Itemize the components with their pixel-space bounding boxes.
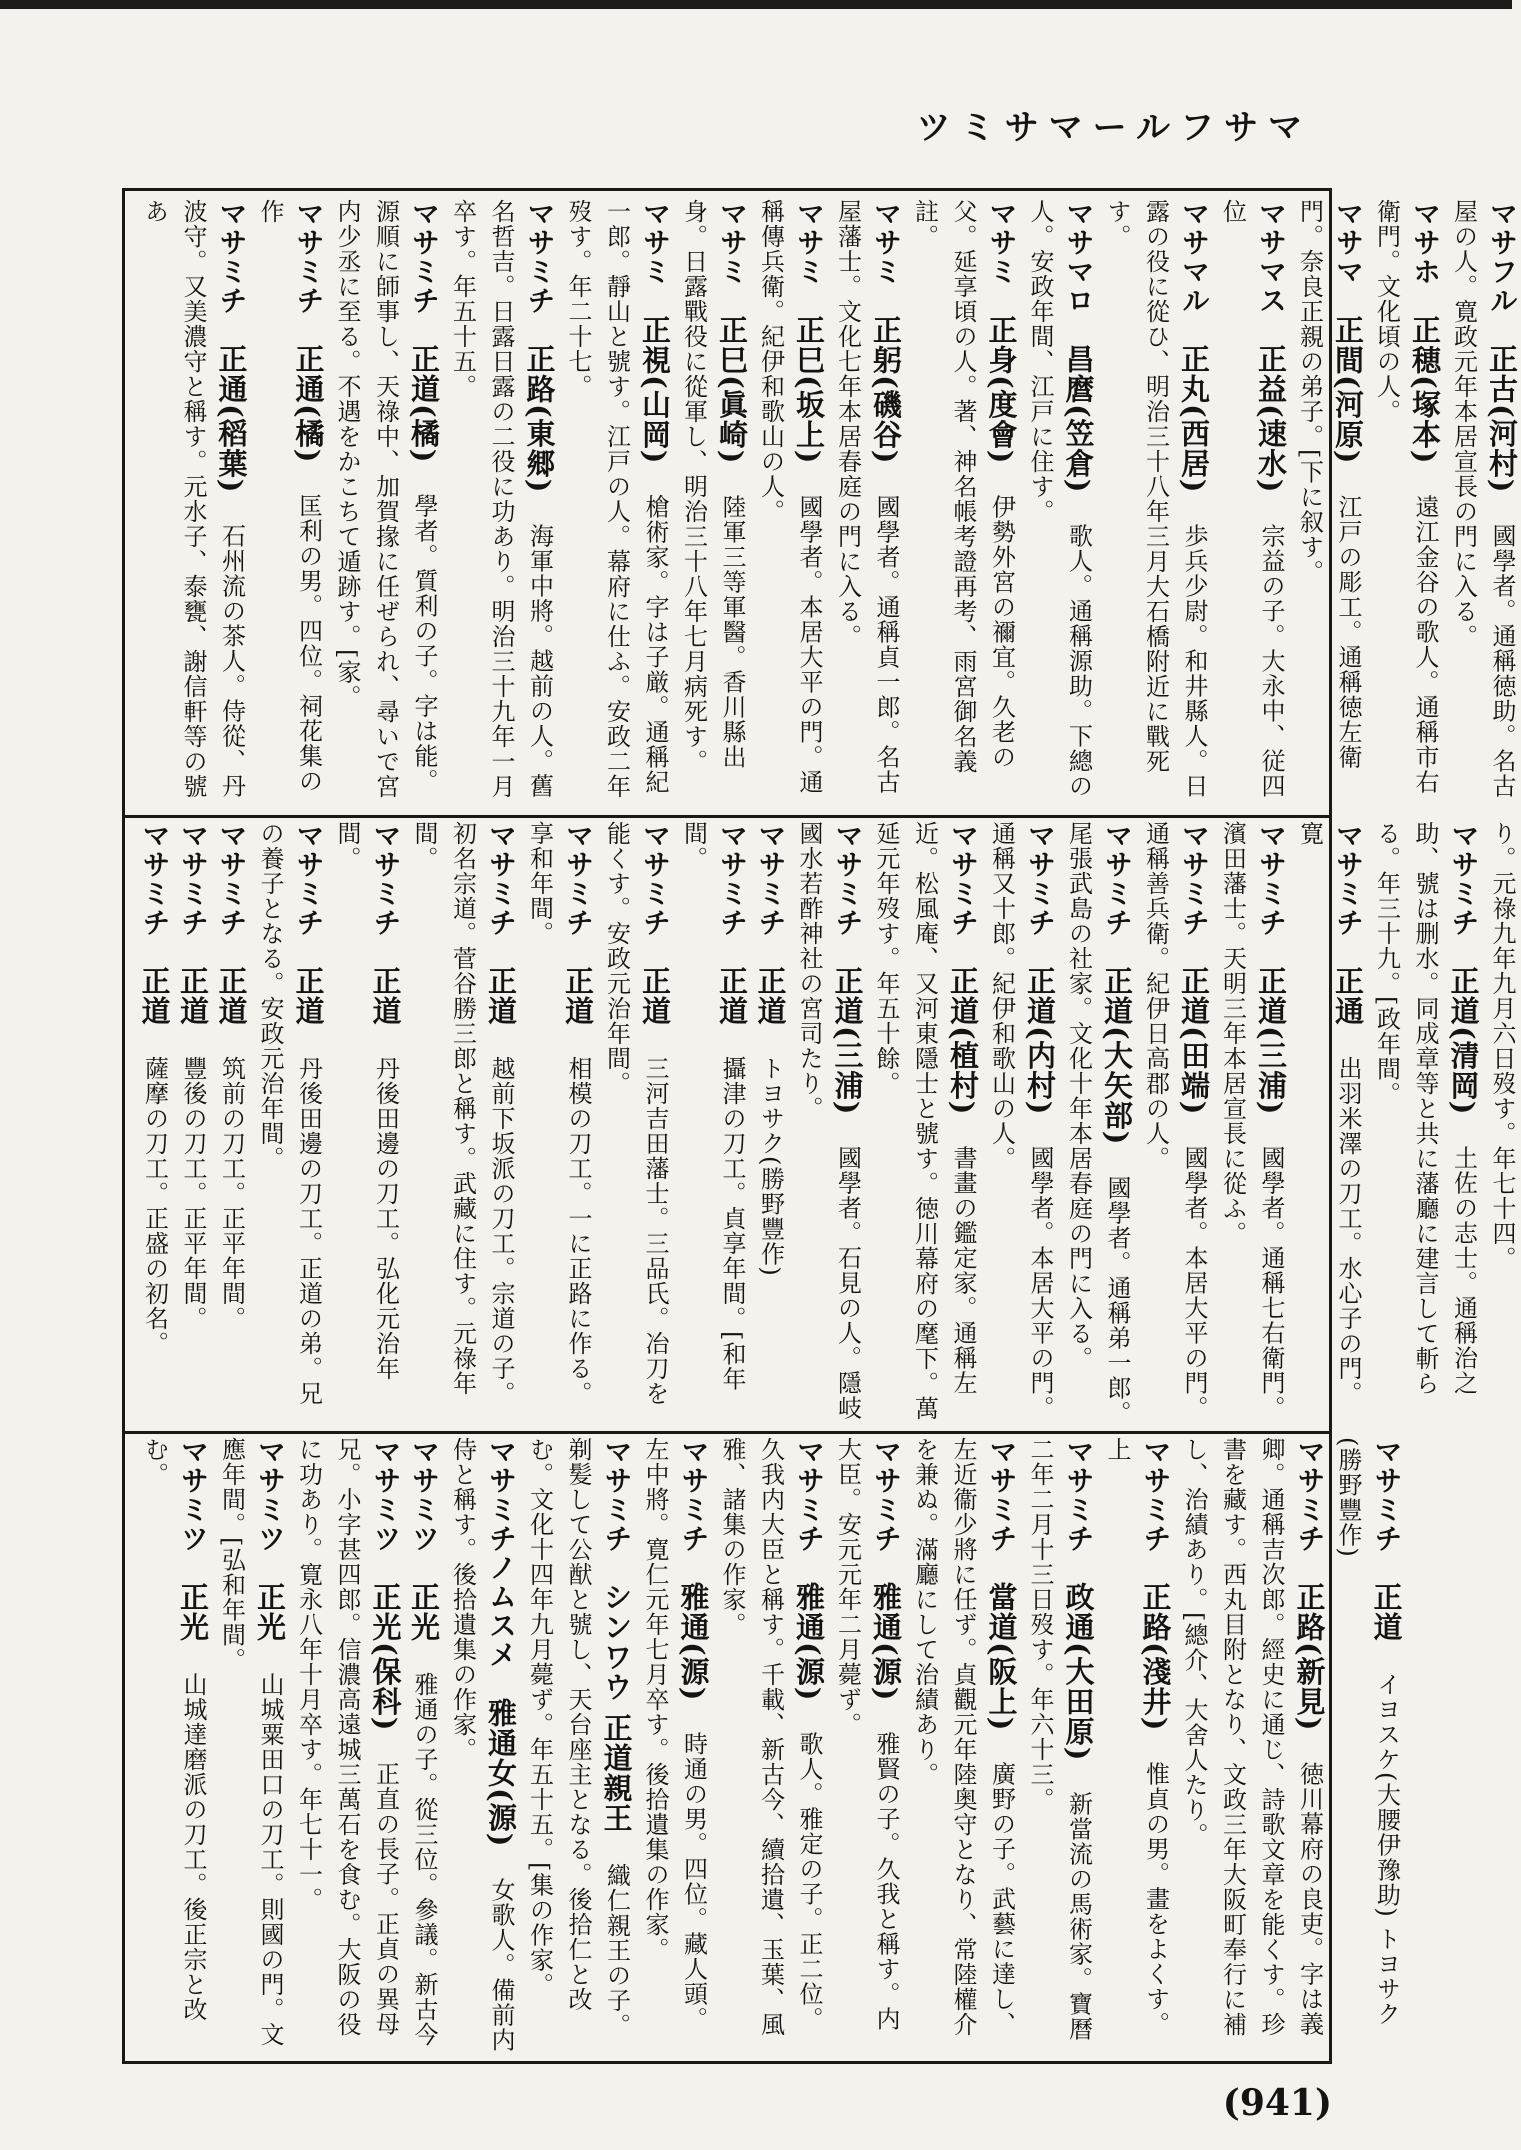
entry-name: 正間(河原) [1331, 315, 1365, 495]
entry-name: 正視(山岡) [638, 315, 672, 495]
entry-name: 正道 [176, 966, 210, 1056]
entry-reading: マサミツ [369, 1437, 403, 1582]
entry-reading: マサミチ [1332, 821, 1365, 966]
entry-name: 正巳(眞崎) [715, 315, 749, 495]
page-frame [122, 188, 1519, 2064]
entry-reading: マサマ [1332, 199, 1365, 315]
entry-text: 海軍中將。越前の人。舊名哲吉。日露日露の二役に功あり。明治三十九年一月卒す。年五十五。 [448, 199, 554, 799]
entry-name: 正通(稻葉) [214, 344, 249, 524]
dictionary-entry [1487, 821, 1518, 1271]
entry-reading: マサミ [870, 199, 903, 315]
entry-name: 正道 [753, 966, 788, 1056]
entry-reading: マサミチノムスメ [485, 1437, 518, 1698]
entry-text: 雅賢の子。久我と稱す。内大臣。安元元年二月薨ず。 [833, 1437, 900, 2032]
entry-text: 國學者。通稱七右衛門。濱田藩士。天明三年本居宣長に從ふ。 [1218, 821, 1285, 1421]
entry-text: 歌人。雅定の子。正二位。久我内大臣と稱す。千載、新古今、續拾遺、玉葉、風雅、諸集の作家。 [718, 1437, 823, 2037]
entry-reading: マサミチ [947, 821, 980, 966]
entry-name: 正路(新見) [1292, 1582, 1327, 1762]
dictionary-entry [1295, 199, 1365, 769]
entry-text: 丹後田邊の刀工。正道の弟。兄の養子となる。安政元治年間。 [256, 821, 323, 1406]
entry-name: 昌麿(笠倉) [1061, 344, 1096, 524]
entry-text: 山城達磨派の刀工。後正宗と改む。 [140, 1437, 207, 2022]
entry-text: 越前下坂派の刀工。宗道の子。初名宗道。菅谷勝三郎と稱す。武藏に住す。元祿年間。 [410, 821, 515, 1406]
entry-text: 國學者。本居大平の門。通稱又十郎。紀伊和歌山の人。 [987, 821, 1054, 1421]
panel-1 [135, 199, 1519, 811]
entry-text: 陸軍三等軍醫。香川縣出身。日露戰役に從軍し、明治三十八年七月病死す。 [679, 199, 746, 774]
entry-text: 女歌人。備前内侍と稱す。後拾遺集の作家。 [448, 1437, 515, 2053]
dictionary-entry [255, 199, 325, 793]
dictionary-entry [1333, 1437, 1403, 2026]
entry-reading: マサミチ [408, 199, 441, 344]
entry-text: 國學者。本居大平の門。通稱傳兵衛。紀伊和歌山の人。 [756, 199, 823, 795]
entry-reading: マサホ [1409, 199, 1442, 315]
dictionary-entry [753, 821, 788, 1277]
entry-text: 宗益の子。大永中、従四位 [1218, 199, 1285, 799]
entry-reading: マサミチ [1062, 1437, 1096, 1582]
entry-reading: マサミツ [254, 1437, 287, 1582]
entry-text: 書畫の鑑定家。通稱左近。松風庵、又河東隱士と號す。徳川幕府の麾下。萬延元年歿す。年五十餘。 [872, 821, 977, 1421]
entry-reading: マサミチ [177, 821, 210, 966]
dictionary-entry [140, 199, 248, 799]
dictionary-entry [987, 821, 1057, 1420]
dictionary-entry [1372, 199, 1442, 794]
dictionary-entry [910, 199, 1018, 774]
dictionary-entry [1218, 199, 1288, 798]
dictionary-entry [1141, 821, 1211, 1420]
dictionary-entry [409, 821, 517, 1406]
dictionary-entry [640, 1437, 710, 2031]
dictionary-entry [294, 1437, 402, 2037]
entry-name: 正道 [368, 966, 403, 1056]
entry-text: 山城粟田口の刀工。則國の門。文應年間。[弘和年間。 [217, 1437, 284, 2047]
entry-name: シンワウ 正道親王 [599, 1582, 634, 1864]
entry-name: 正道 [715, 966, 749, 1056]
entry-reading: マサミ [793, 199, 826, 315]
entry-name: 正道 [638, 966, 672, 1056]
entry-text: 槍術家。字は子厳。通稱紀一郎。靜山と號す。江戸の人。幕府に仕ふ。安政二年歿す。年二十七。 [564, 199, 669, 799]
entry-name: 正益(速水) [1254, 344, 1288, 524]
entry-reading: マサミチ [677, 1437, 711, 1582]
entry-text: 筑前の刀工。正平年間。 [217, 1056, 246, 1331]
entry-reading: マサミチ [369, 821, 403, 966]
dictionary-entry [1025, 1437, 1095, 2041]
dictionary-entry [1449, 199, 1519, 798]
dictionary-entry [448, 199, 556, 799]
entry-reading: マサミチ [292, 821, 326, 966]
entry-reading: マサミチ [754, 821, 788, 966]
dictionary-entry [525, 1437, 633, 2038]
entry-name: 雅通女(源) [484, 1698, 518, 1878]
entry-reading: マサミチ [1255, 821, 1288, 966]
entry-name: 正光 [407, 1582, 441, 1672]
entry-text: 出羽米澤の刀工。水心子の門。寛 [1295, 821, 1362, 1406]
top-rule [0, 0, 1512, 9]
entry-text: 徳川幕府の良吏。字は義卿。通稱吉次郎。經史に通じ、詩歌文章を能くす。珍書を藏す。西丸目附となり、文政三年大阪町奉行に補し、治績あり。[總介、大舍人たり。 [1180, 1437, 1324, 2037]
entry-name: 雅通(源) [792, 1582, 826, 1732]
entry-name: 正光(保科) [368, 1582, 403, 1762]
entry-reading: マサミチ [485, 821, 518, 966]
entries-column [135, 821, 1521, 1427]
entry-name: 正道 [137, 966, 172, 1056]
entry-text: 土佐の志士。通稱治之助、號は删水。同成章等と共に藩廳に建言して斬らる。年三十九。[政年間。 [1372, 821, 1478, 1396]
entry-text: 丹後田邊の刀工。弘化元治年間。 [333, 821, 400, 1381]
entry-text: 時通の男。四位。藏人頭。左中將。寛仁元年七月卒す。後拾遺集の作家。 [641, 1437, 708, 2032]
entry-text: 國學者。石見の人。隱岐國水若酢神社の宮司たり。 [795, 821, 862, 1421]
dictionary-entry [756, 199, 826, 794]
entry-name: 正道 [1369, 1582, 1404, 1672]
entry-name: 正路(淺井) [1138, 1582, 1173, 1762]
entry-name: 正道(内村) [1023, 966, 1057, 1146]
entry-name: 正路(東郷) [522, 344, 557, 524]
entry-text: 國學者。通稱徳助。名古屋の人。寛政元年本居宣長の門に入る。 [1449, 199, 1516, 799]
dictionary-entry [140, 1437, 210, 2022]
entry-text: 攝津の刀工。貞享年間。[和年間。 [679, 821, 746, 1392]
entry-reading: マサミ [716, 199, 749, 315]
entry-text: 國學者。通稱貞一郎。名古屋藩士。文化七年本居春庭の門に入る。 [833, 199, 900, 795]
entry-text: り。元祿九年九月六日歿す。年七十四。 [1488, 821, 1516, 1271]
entry-name: 正躬(磯谷) [869, 315, 903, 495]
dictionary-entry [794, 821, 864, 1420]
entry-reading: マサミチ [793, 1437, 826, 1582]
entry-text: イヨスケ(大腰伊豫助) トヨサク(勝野豐作) [1334, 1437, 1401, 2027]
entry-reading: マサミチ [639, 821, 672, 966]
page-number: (941) [1222, 2082, 1332, 2124]
dictionary-entry [563, 199, 671, 799]
entry-reading: マサミチ [716, 821, 749, 966]
entry-reading: マサミチ [1447, 821, 1481, 966]
dictionary-entry [1025, 199, 1095, 798]
entry-text: 新當流の馬術家。寶曆二年二月十三日歿す。年六十三。 [1026, 1437, 1093, 2042]
entry-name: 正道 [484, 966, 518, 1056]
entry-reading: マサミチ [1178, 821, 1211, 966]
entry-reading: マサミツ [177, 1437, 210, 1582]
entry-text: 國學者。通稱弟一郎。尾張武島の社家。文化十年本居春庭の門に入る。 [1064, 821, 1131, 1426]
entry-reading: マサマル [1178, 199, 1211, 344]
dictionary-entry [1372, 821, 1480, 1396]
entry-reading: マサミチ [1293, 1437, 1327, 1582]
entry-reading: マサミチ [292, 199, 326, 344]
entry-reading: マサミチ [138, 821, 172, 966]
entry-name: 正道 [291, 966, 326, 1056]
dictionary-entry [833, 199, 903, 794]
entry-reading: マサフル [1486, 199, 1519, 344]
entry-text: 歌人。通稱源助。下總の人。安政年間、江戸に住す。 [1026, 199, 1093, 799]
divider-2 [125, 1431, 1329, 1434]
panel-2 [135, 821, 1516, 1427]
entry-text: 相模の刀工。一に正路に作る。享和年間。 [525, 821, 592, 1406]
entry-text: 三河吉田藩士。三品氏。冶刀を能くす。安政元治年間。 [602, 821, 669, 1406]
entry-reading: マサミチ [215, 199, 249, 344]
dictionary-entry [1102, 199, 1210, 798]
entries-column [135, 1437, 1406, 2055]
dictionary-entry [1218, 821, 1288, 1420]
entry-text: 國學者。本居大平の門。通稱善兵衛。紀伊日高郡の人。 [1141, 821, 1208, 1421]
entries-column [135, 199, 1521, 811]
panel-3 [135, 1437, 1404, 2055]
entry-reading: マサミ [985, 199, 1019, 315]
entry-name: 正身(度會) [984, 315, 1019, 495]
entry-name: 正光 [253, 1582, 287, 1672]
dictionary-entry [137, 821, 172, 1356]
entry-name: 正道(三浦) [1254, 966, 1288, 1146]
entry-name: 正道(橘) [407, 344, 441, 494]
entry-text: 江戸の彫工。通稱徳左衛門。奈良正親の弟子。[下に叙す。 [1295, 199, 1362, 770]
dictionary-entry [525, 821, 595, 1406]
entry-name: 正通 [1331, 966, 1365, 1056]
entry-text: 織仁親王の子。剃髪して公猷と號し、天台座主となる。後拾仁と改む。文化十四年九月薨ず。年五十五。[集の作家。 [525, 1437, 631, 2039]
entry-name: 正道(植村) [946, 966, 980, 1146]
dictionary-entry [1295, 821, 1365, 1406]
dictionary-entry [1179, 1437, 1326, 2037]
dictionary-entry [332, 821, 402, 1381]
dictionary-entry [217, 1437, 287, 2047]
entry-text: 遠江金谷の歌人。通稱市右衛門。文化頃の人。 [1372, 199, 1439, 795]
entry-text: 正直の長子。正貞の異母兄。小字甚四郎。信濃高遠城三萬石を食む。大阪の役に功あり。寛永八年十月卒す。年七十一。 [294, 1437, 400, 2037]
dictionary-entry [178, 821, 209, 1331]
entry-reading: マサミチ [562, 821, 595, 966]
entry-reading: マサミチ [870, 1437, 903, 1582]
dictionary-entry [679, 821, 749, 1391]
dictionary-entry [332, 199, 440, 799]
entry-reading: マサミチ [215, 821, 249, 966]
entry-name: 正道(三浦) [830, 966, 865, 1146]
dictionary-entry [679, 199, 749, 774]
entry-text: 匡利の男。四位。祠花集の作 [256, 199, 323, 794]
entry-text: 伊勢外宮の禰宜。久老の父。延享頃の人。著、神名帳考證再考、雨宮御名義註。 [910, 199, 1016, 774]
entry-text: 石州流の茶人。侍從、丹波守。又美濃守と稱す。元水子、泰甕、謝信軒等の號あ [140, 199, 246, 799]
dictionary-entry [448, 1437, 518, 2052]
entry-text: 豐後の刀工。正平年間。 [179, 1056, 207, 1331]
entry-reading: マサミチ [985, 1437, 1019, 1582]
entry-name: 正穂(塚本) [1408, 315, 1442, 495]
dictionary-entry [409, 1437, 440, 2047]
entry-text: 雅通の子。從三位。參議。新古今 [410, 1672, 438, 2047]
entry-name: 正道(大矢部) [1100, 966, 1134, 1176]
entry-name: 正光 [176, 1582, 210, 1672]
dictionary-entry [602, 821, 672, 1406]
entry-reading: マサミチ [1101, 821, 1134, 966]
dictionary-entry [1064, 821, 1134, 1425]
divider-1 [125, 815, 1329, 818]
entry-reading: マサマロ [1062, 199, 1096, 344]
entry-name: 雅通(源) [676, 1582, 711, 1732]
dictionary-entry [910, 1437, 1018, 2037]
entry-text: 歩兵少尉。和井縣人。日露の役に從ひ、明治三十八年三月大石橋附近に戰死す。 [1103, 199, 1208, 799]
entry-text: 學者。質利の子。字は能。源順に師事し、天祿中、加賀掾に任ぜられ、尋いで宮内少丞に至る。不遇をかこちて遁跡す。[家。 [333, 199, 438, 799]
dictionary-entry [833, 1437, 903, 2031]
entry-name: 正道(田端) [1177, 966, 1211, 1146]
dictionary-entry [214, 821, 249, 1331]
entry-reading: マサミチ [831, 821, 865, 966]
entry-name: 正丸(西居) [1177, 344, 1211, 524]
entry-text: 廣野の子。武藝に達し、左近衞少將に任ず。貞觀元年陸奥守となり、常陸權介を兼ぬ。滿廳にして治績あり。 [910, 1437, 1016, 2037]
entry-reading: マサミチ [1370, 1437, 1404, 1582]
entry-name: 雅通(源) [869, 1582, 903, 1732]
entry-name: 正通(橘) [291, 344, 326, 494]
entry-text: 薩摩の刀工。正盛の初名。 [140, 1056, 169, 1356]
entry-text: トヨサク(勝野豐作) [756, 1056, 785, 1277]
entry-name: 正巳(坂上) [792, 315, 826, 495]
entry-reading: マサマス [1255, 199, 1288, 344]
entry-name: 正道 [561, 966, 595, 1056]
dictionary-entry [255, 821, 325, 1406]
entry-name: 正道(清岡) [1446, 966, 1481, 1146]
entry-reading: マサミ [639, 199, 672, 315]
entry-text: 惟貞の男。畫をよくす。上 [1103, 1437, 1170, 2037]
dictionary-entry [871, 821, 979, 1421]
dictionary-entry [717, 1437, 825, 2037]
entry-reading: マサミチ [523, 199, 557, 344]
entry-reading: マサミチ [1024, 821, 1057, 966]
entry-name: 正道 [214, 966, 249, 1056]
entry-reading: マサミチ [600, 1437, 634, 1582]
entry-name: 政通(大田原) [1061, 1582, 1096, 1792]
entry-name: 當道(阪上) [984, 1582, 1019, 1762]
dictionary-entry [1102, 1437, 1172, 2036]
entry-reading: マサミツ [408, 1437, 441, 1582]
entry-name: 正古(河村) [1485, 344, 1519, 524]
entry-reading: マサミチ [1139, 1437, 1173, 1582]
running-header: ツミサマールフサマ [916, 108, 1312, 148]
